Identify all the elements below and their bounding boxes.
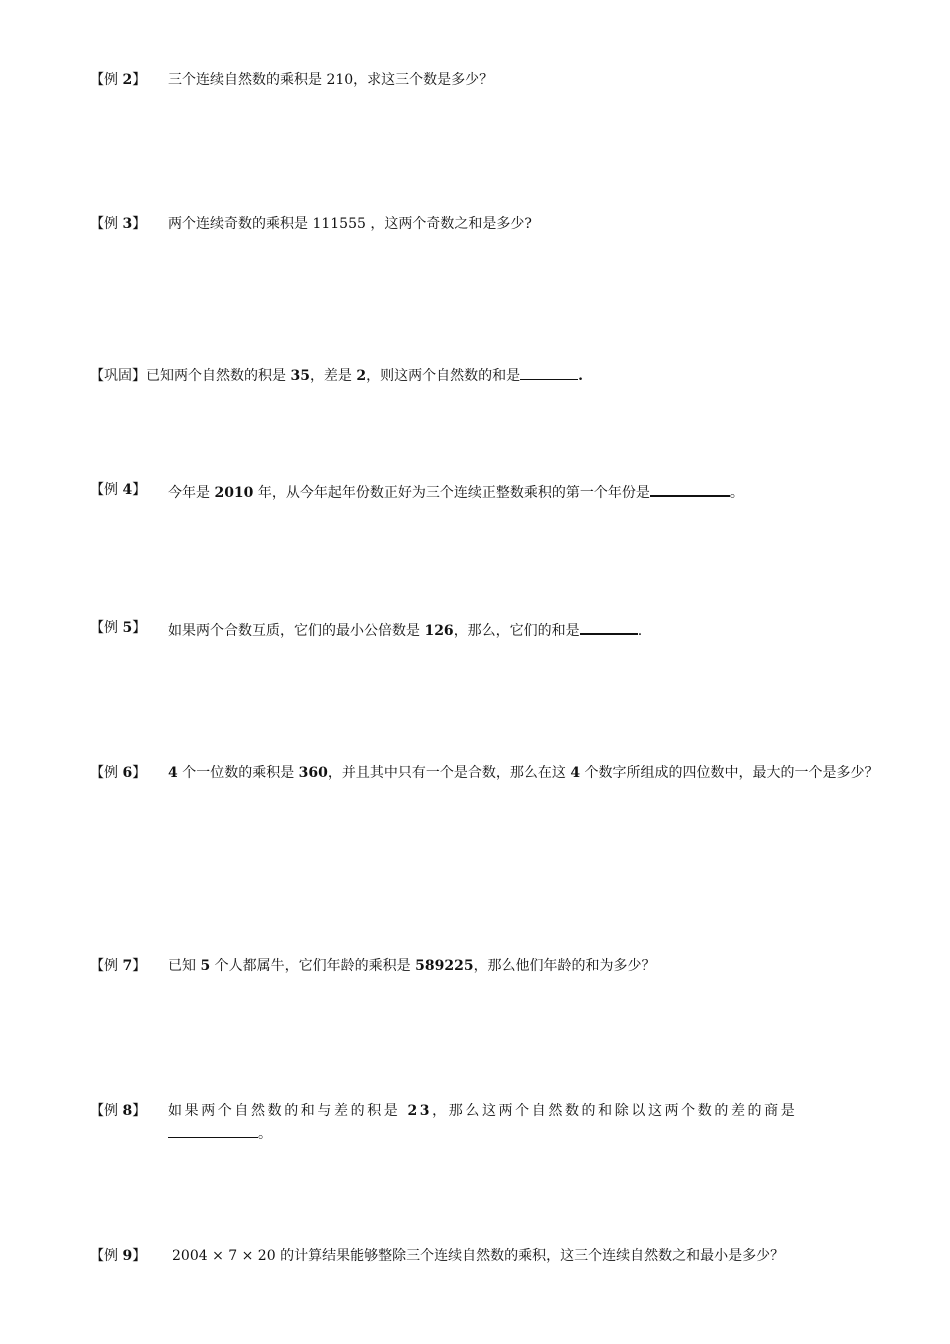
problem-label: 【例 3】 [90, 216, 147, 232]
problem-text: 如果两个自然数的和与差的积是 23，那么这两个自然数的和除以这两个数的差的商是 。 [168, 1103, 798, 1142]
problem-text: 三个连续自然数的乘积是 210，求这三个数是多少？ [168, 72, 494, 88]
problem-example-2 [90, 70, 890, 91]
problem-example-4 [90, 480, 890, 504]
problem-label: 【例 8】 [90, 1103, 147, 1119]
math-expression: 2004 × 7 × 20 [172, 1248, 276, 1264]
problem-example-9 [90, 1246, 890, 1267]
problem-example-5 [90, 618, 890, 642]
problem-text: 如果两个合数互质，它们的最小公倍数是 126，那么，它们的和是 . [168, 618, 890, 642]
problem-label: 【例 7】 [90, 958, 147, 974]
answer-blank [520, 364, 578, 380]
problem-example-6 [90, 763, 890, 784]
answer-blank [650, 480, 730, 497]
problem-text: 两个连续奇数的乘积是 111555 ，这两个奇数之和是多少? [168, 216, 532, 232]
problem-example-3 [90, 214, 890, 235]
answer-blank [168, 1122, 258, 1138]
problem-label: 【例 6】 [90, 765, 147, 781]
problem-text: 已知 5 个人都属牛，它们年龄的乘积是 589225，那么他们年龄的和为多少？ [168, 958, 656, 974]
problem-text: 今年是 2010 年，从今年起年份数正好为三个连续正整数乘积的第一个年份是 。 [168, 480, 890, 504]
problem-label: 【例 4】 [90, 482, 147, 498]
problem-label: 【例 2】 [90, 72, 147, 88]
problem-text: 已知两个自然数的积是 35，差是 2，则这两个自然数的和是 . [146, 368, 583, 384]
problem-label: 【例 9】 [90, 1248, 147, 1264]
problem-example-8 [90, 1101, 890, 1145]
problem-text: 4 个一位数的乘积是 360，并且其中只有一个是合数，那么在这 4 个数字所组成的四位数中，最大的一个是多少？ [168, 765, 879, 781]
problem-text: 2004 × 7 × 20 的计算结果能够整除三个连续自然数的乘积，这三个连续自然数之和最小是多少？ [172, 1248, 785, 1264]
problem-example-7 [90, 956, 890, 977]
problem-label: 【巩固】 [90, 368, 146, 384]
problem-label: 【例 5】 [90, 620, 147, 636]
answer-blank [580, 618, 638, 635]
problem-consolidation [90, 364, 890, 387]
